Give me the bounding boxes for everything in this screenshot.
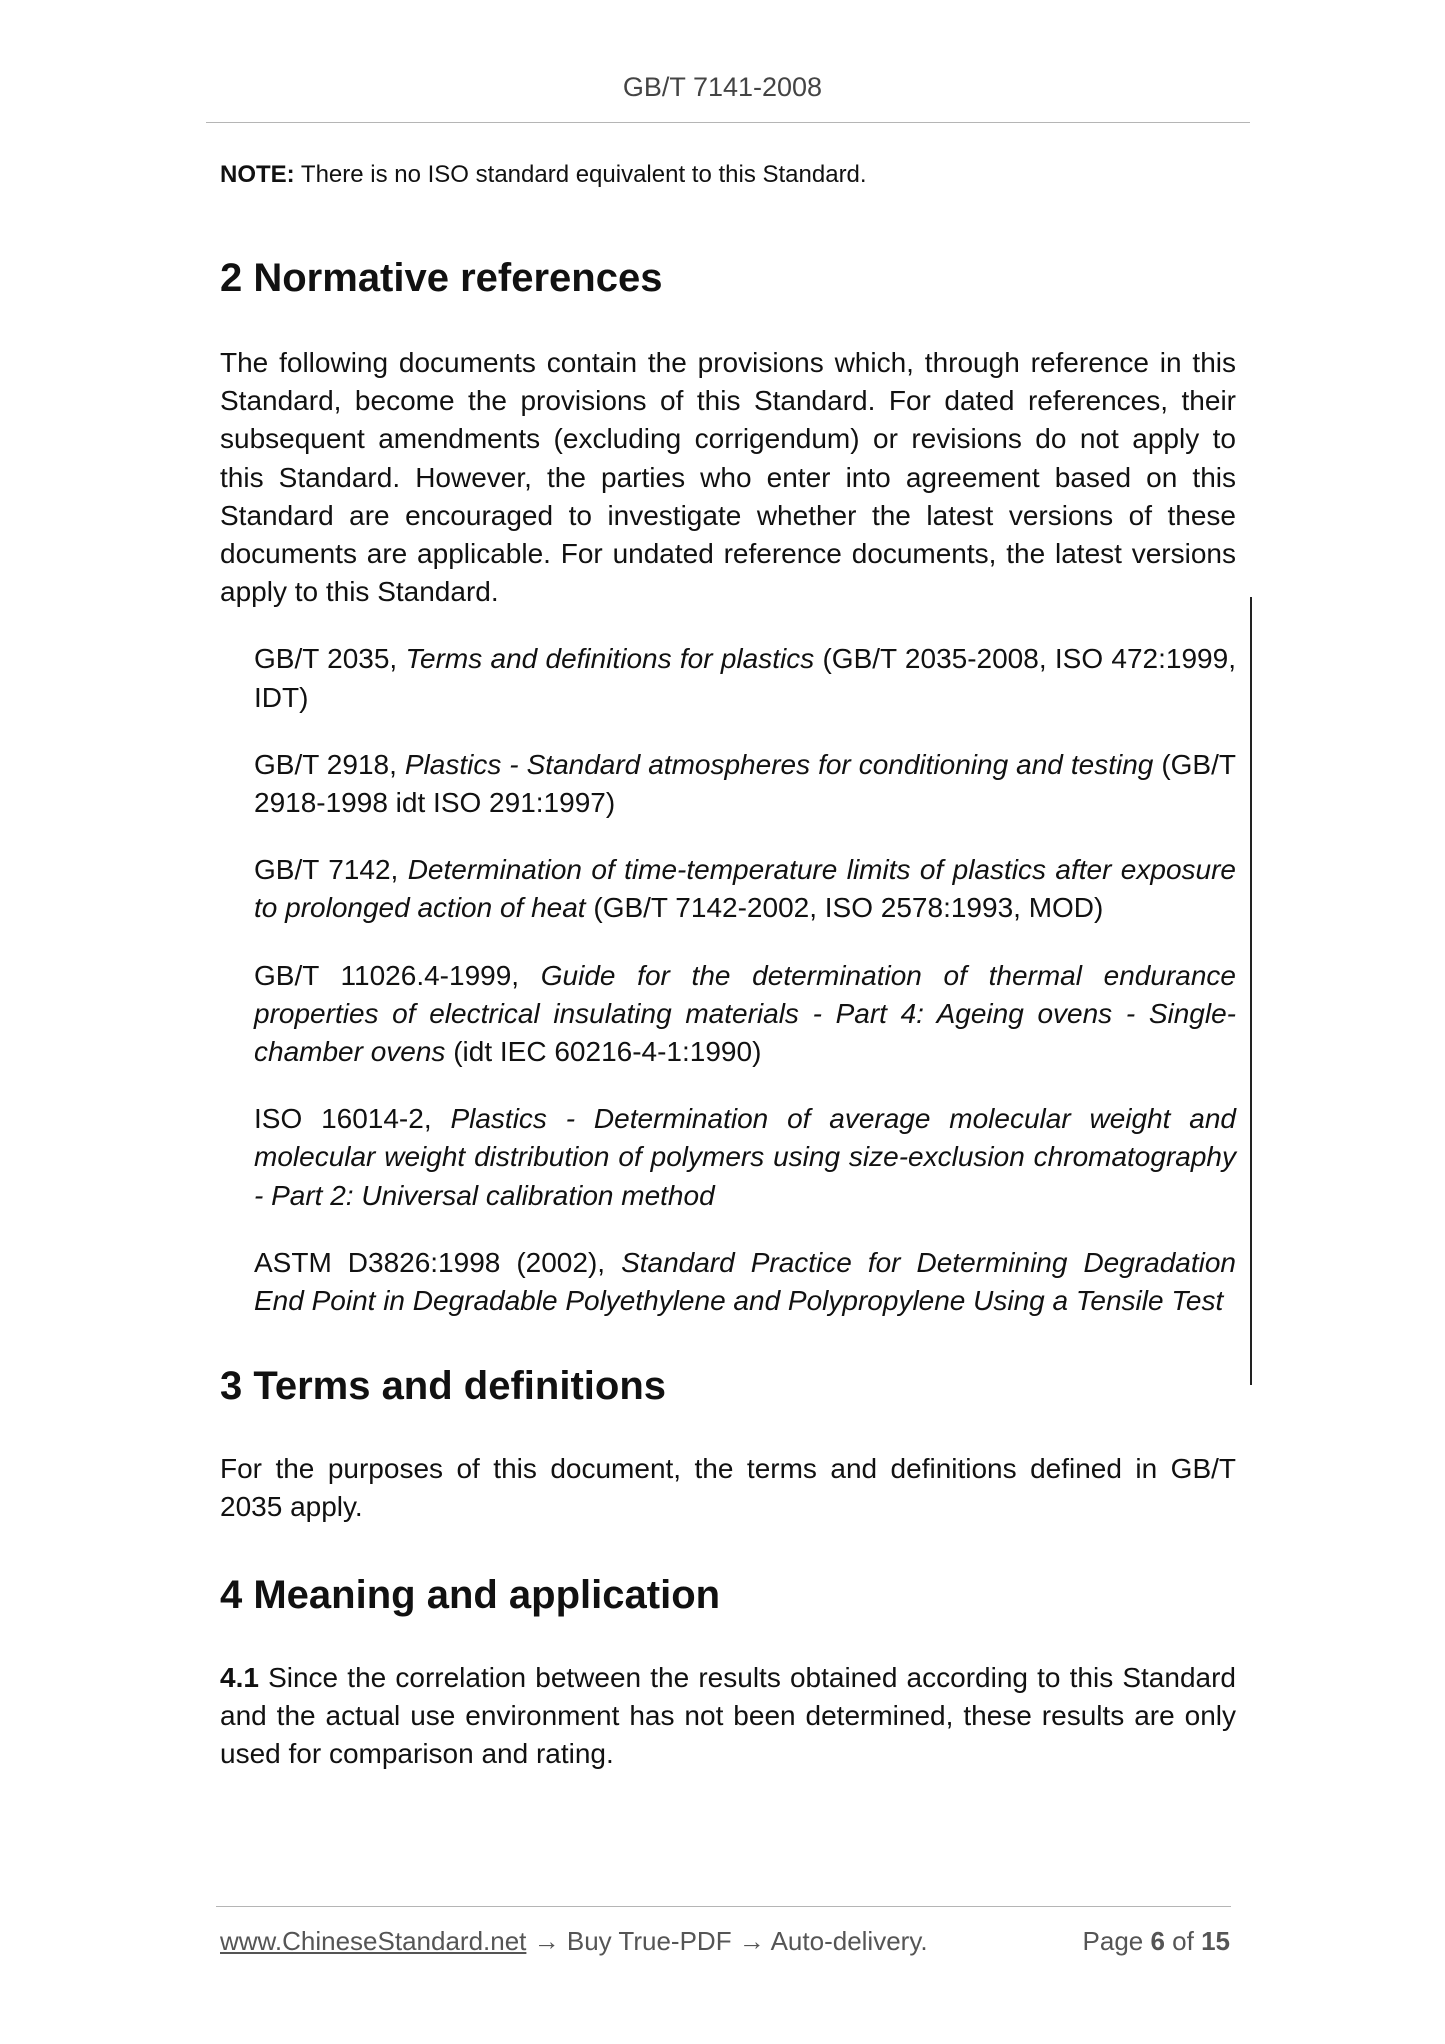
reference-item [254, 1100, 1236, 1215]
reference-code: GB/T 7142, [254, 854, 408, 886]
reference-suffix: (GB/T 2918-1998 idt ISO 291:1997) [254, 748, 1236, 819]
note-label: NOTE: [220, 161, 295, 188]
note [220, 158, 1236, 192]
page-indicator [1083, 1926, 1230, 1957]
section-4-title: 4 Meaning and application [220, 1572, 721, 1617]
header-divider [206, 122, 1250, 123]
reference-title: Guide for the determination of thermal endurance properties of electrical insulating materials - Part 4: Ageing ovens - Single-chamber ovens [254, 959, 1236, 1068]
reference-suffix: (GB/T 2035-2008, ISO 472:1999, IDT) [254, 643, 1236, 713]
auto-delivery-text: Auto-delivery. [764, 1926, 928, 1956]
footer-divider [216, 1906, 1231, 1907]
reference-suffix: (GB/T 7142-2002, ISO 2578:1993, MOD) [585, 892, 1104, 924]
footer-links [220, 1926, 928, 1957]
reference-code: GB/T 11026.4-1999, [254, 959, 541, 991]
reference-code: GB/T 2035, [254, 643, 406, 675]
note-text: There is no ISO standard equivalent to this Standard. [294, 161, 867, 188]
reference-title: Determination of time-temperature limits of plastics after exposure to prolonged action of heat [254, 854, 1236, 924]
arrow-right-icon: → [533, 1926, 560, 1956]
page-total: 15 [1201, 1926, 1230, 1956]
reference-item [254, 640, 1236, 716]
reference-suffix: (idt IEC 60216-4-1:1990) [445, 1036, 762, 1068]
reference-item [254, 957, 1236, 1072]
section-2-title: 2 Normative references [220, 256, 663, 300]
reference-title: Terms and definitions for plastics [405, 643, 815, 675]
reference-item [254, 1244, 1236, 1320]
page-content [220, 158, 1236, 1773]
reference-item [254, 851, 1236, 927]
reference-code: ISO 16014-2, [254, 1103, 451, 1135]
terms-definitions-text: For the purposes of this document, the terms and definitions defined in GB/T 2035 apply. [220, 1453, 1236, 1523]
reference-title: Plastics - Determination of average molecular weight and molecular weight distribution of polymers using size-exclusion chromatography - Part 2: Universal calibration method [254, 1103, 1236, 1211]
reference-list [254, 640, 1236, 1320]
clause-number: 4.1 [220, 1661, 259, 1693]
page-label: Page [1082, 1926, 1151, 1956]
clause-4-1 [220, 1659, 1236, 1774]
of-label: of [1164, 1926, 1202, 1956]
clause-text: Since the correlation between the results obtained according to this Standard and the actual use environment has not been determined, these results are only used for comparison and rating. [220, 1661, 1236, 1770]
buy-true-pdf-text: Buy True-PDF [559, 1926, 739, 1956]
reference-code: ASTM D3826:1998 (2002), [254, 1246, 622, 1278]
arrow-right-icon: → [738, 1926, 765, 1956]
reference-item [254, 746, 1236, 822]
section-3-title: 3 Terms and definitions [220, 1364, 666, 1409]
reference-title: Plastics - Standard atmospheres for conditioning and testing [404, 748, 1154, 780]
page-number: 6 [1150, 1926, 1165, 1956]
revision-change-bar [1250, 597, 1252, 1385]
running-header: GB/T 7141-2008 [622, 72, 823, 102]
reference-title: Standard Practice for Determining Degradation End Point in Degradable Polyethylene and Polypropylene Using a Tensile Test [254, 1246, 1236, 1317]
normative-references-intro: The following documents contain the provisions which, through reference in this Standard, become the provisions of this Standard. For dated references, their subsequent amendments (excluding corrigendum) or revisions do not apply to this Standard. However, the parties who enter into agreement based on this Standard are encouraged to investigate whether the latest versions of these documents are applicable. For undated reference documents, the latest versions apply to this Standard. [220, 347, 1236, 608]
website-link[interactable]: www.ChineseStandard.net [220, 1926, 527, 1956]
reference-code: GB/T 2918, [254, 748, 405, 780]
